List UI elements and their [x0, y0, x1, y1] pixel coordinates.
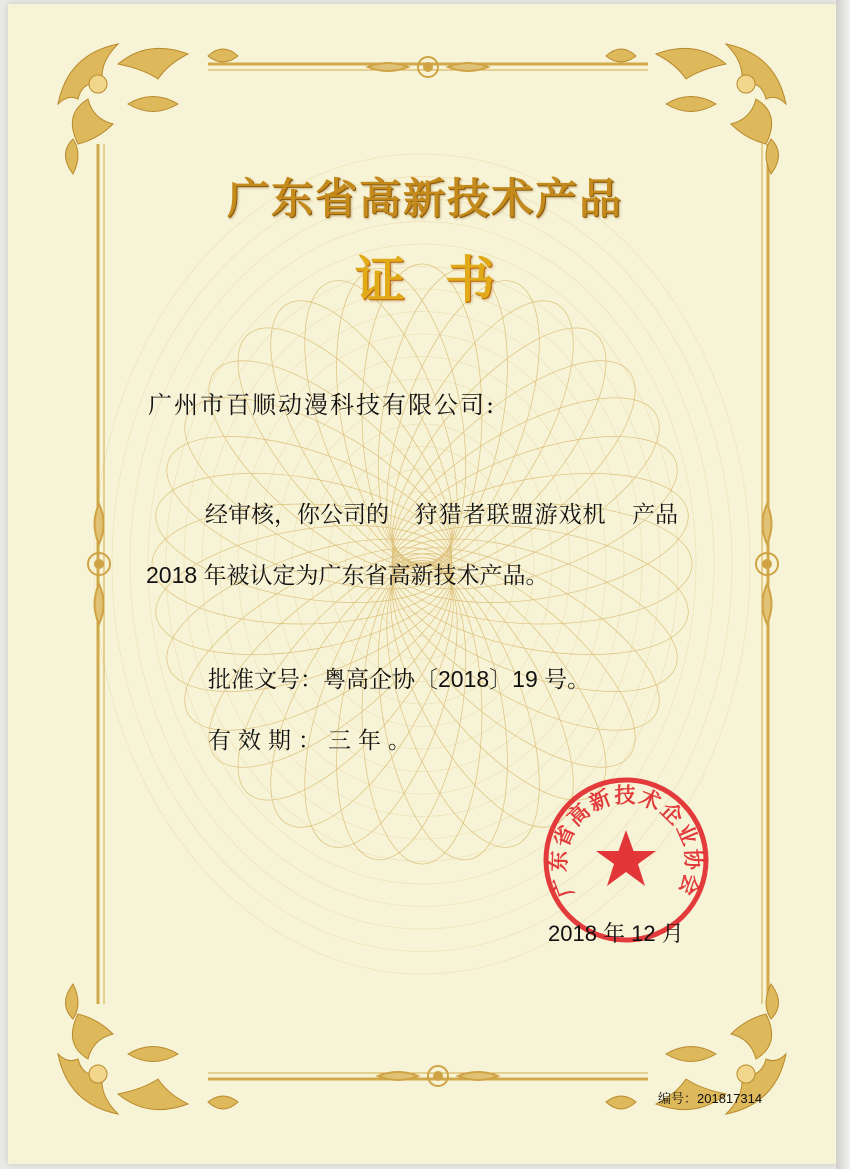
body-line-2: 2018 年被认定为广东省高新技术产品。	[146, 562, 549, 588]
recipient-name: 广州市百顺动漫科技有限公司:	[148, 391, 497, 419]
body-suffix: 产品	[632, 501, 679, 527]
issue-date: 2018 年 12 月	[548, 921, 684, 946]
product-name: 狩猎者联盟游戏机	[414, 502, 607, 528]
seal-text: 广东省高新技术企业协会	[545, 782, 707, 901]
serial-number: 编号：201817314	[658, 1091, 763, 1106]
seal-star-icon	[596, 830, 656, 886]
certificate-subtitle: 证书	[355, 250, 535, 309]
body-prefix: 经审核，你公司的	[205, 501, 389, 527]
certificate-title: 广东省高新技术产品	[226, 174, 623, 223]
validity-period: 有效期：三年。	[208, 727, 418, 753]
body-line-1	[205, 496, 678, 529]
approval-number: 批准文号：粤高企协〔2018〕19 号。	[208, 666, 591, 692]
